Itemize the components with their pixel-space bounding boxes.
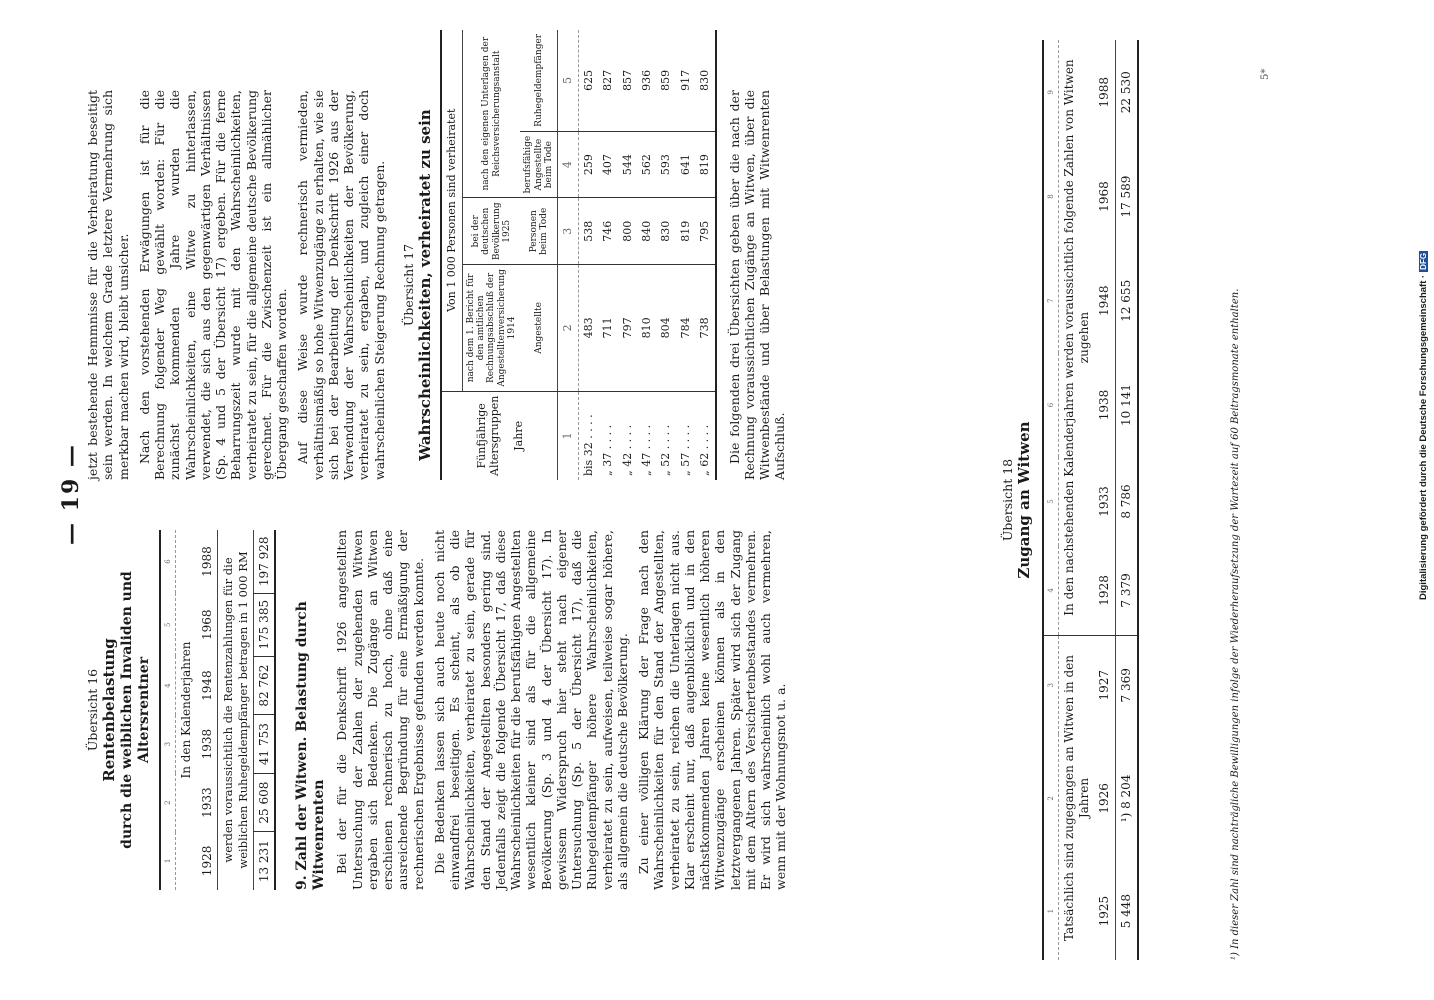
year-cell: 1927 [1094, 636, 1115, 735]
colnum: 3 [1043, 636, 1059, 735]
age-cell: „ 62 . . . . [695, 391, 715, 480]
row-header-sub: Jahre [511, 420, 525, 451]
value-cell: 259 [578, 131, 598, 198]
overview-18-label: Übersicht 18 [1000, 458, 1015, 542]
age-cell: „ 57 . . . . [676, 391, 695, 480]
value-cell: 859 [659, 69, 673, 91]
value-cell: 17 589 [1118, 175, 1133, 218]
table-row [598, 30, 617, 480]
year-cell: 1933 [1097, 486, 1112, 517]
value-cell: 13 231 [253, 832, 275, 890]
value-cell: 538 [578, 198, 598, 265]
paragraph: Bei der für die Denkschrift 1926 angestellten Untersuchung der Zahlen der zugehenden Witwen ergaben sich Bedenken. Die Zugänge an Witwen erschienen rechnerisch zu hoch, ohne daß eine ausreichende Begründung für eine Ermäßigung der rechnerischen Ergebnisse gefunden werden konnte. [334, 530, 426, 890]
value-cell: 7 369 [1115, 636, 1137, 735]
value-cell: 544 [618, 131, 637, 198]
value-cell: 593 [656, 131, 675, 198]
value-cell: 175 385 [253, 593, 275, 656]
row-header-label: Fünfjährige Altersgruppen [474, 395, 502, 476]
colnum: 2 [1043, 735, 1059, 863]
table-row [656, 30, 675, 480]
value-cell: 82 762 [253, 656, 275, 714]
colnum: 7 [1043, 249, 1059, 353]
value-cell: 819 [676, 198, 695, 265]
left-column [85, 530, 795, 890]
colnum: 6 [160, 530, 176, 593]
value-cell: 840 [637, 198, 656, 265]
value-cell: 784 [676, 265, 695, 391]
overview-16-label: Übersicht 16 [85, 668, 100, 752]
year-cell: 1938 [199, 728, 214, 760]
year-cell: 1948 [1097, 285, 1112, 317]
sidebar-credit [1418, 0, 1434, 1000]
value-cell: 7 379 [1118, 573, 1133, 608]
overview-18-title: Zugang an Witwen [1015, 421, 1034, 579]
page-number: — 19 — [58, 443, 84, 545]
paragraph: Die Bedenken lassen sich auch heute noch nicht einwandfrei beseitigen. Es scheint, als ob die Wahrscheinlichkeiten, verheiratet zu sein, gerade für den Stand der Angestellten besonders gering sind. Jedenfalls zeigt die folgende Übersicht 17, daß diese Wahrscheinlichkeiten für die berufsfähigen Angestellten wesentlich kleiner sind als für die allgemeine Bevölkerung (Sp. 3 und 4 der Übersicht 17). In gewissem Widerspruch hier steht nach eigener Untersuchung (Sp. 5 der Übersicht 17), daß die Ruhegeldempfänger höhere Wahrscheinlichkeiten, verheiratet zu sein, aufweisen, teilweise sogar höhere, als allgemein die deutsche Bevölkerung. [431, 530, 630, 890]
colnum: 3 [160, 715, 176, 773]
paragraph: Zu einer völligen Klärung der Frage nach den Wahrscheinlichkeiten für den Stand der Angestellten, verheiratet zu sein, reichen die Unterlagen nicht aus. Klar erscheint nur, daß augenblicklich und in den nächstkommenden Jahren keine wesentlich höheren Witwenzugänge erscheinen können als in den letztvergangenen Jahren. Später wird sich der Zugang mit dem Altern des Versichertenbestandes vermehren. Er wird sich wahrscheinlich wohl auch vermehren, wenn mit der Wohnungsnot u. a. [636, 530, 789, 890]
colnum: 8 [1043, 144, 1059, 248]
paragraph: Auf diese Weise wurde rechnerisch vermieden, verhältnismäßig so hohe Witwenzugänge zu erhalten, wie sie sich bei der Bearbeitung der Denkschrift 1926 aus der Verwendung der Wahrscheinlichkeiten der Bevölkerung, verheiratet zu sein, ergaben, und zugleich einer doch wahrscheinlichen Steigerung Rechnung getragen. [295, 90, 387, 480]
value-cell: 738 [695, 265, 715, 391]
age-cell: „ 47 . . . . [637, 391, 656, 480]
table-row [637, 30, 656, 480]
value-cell: 407 [598, 131, 617, 198]
age-cell: „ 42 . . . . [618, 391, 637, 480]
overview-16-description: werden voraussichtlich die Rentenzahlungen für die weiblichen Ruhegeldempfänger betragen in 1 000 RM [221, 551, 250, 869]
value-cell: 857 [620, 69, 634, 91]
overview-16-header: In den Kalenderjahren [179, 641, 194, 779]
overview-17-title: Wahrscheinlichkeiten, verheiratet zu sein [416, 109, 434, 461]
colnum: 1 [558, 391, 578, 480]
right-column [85, 33, 794, 480]
col4-sub: berufsfähige Angestellte beim Tode [520, 131, 558, 198]
colnum: 4 [558, 131, 578, 198]
value-cell: 41 753 [253, 715, 275, 773]
colnum: 6 [1043, 353, 1059, 457]
col3-header: bei der deutschen Bevölkerung 1925 [462, 198, 520, 265]
col5-sub: Ruhegeldempfänger [533, 33, 544, 127]
year-cell: 1988 [1097, 76, 1112, 108]
paragraph: jetzt bestehende Hemmnisse für die Verheiratung beseitigt sein werden. In welchem Grade letztere Vermehrung sich merkbar machen wird, bleibt unsicher. [85, 90, 131, 480]
value-cell: 827 [601, 69, 615, 91]
value-cell: 22 530 [1118, 71, 1133, 114]
table-row [578, 30, 598, 480]
colnum: 4 [1043, 546, 1059, 636]
overview-18-table [1042, 40, 1139, 960]
value-cell: ¹) 8 204 [1118, 774, 1133, 823]
credit-text: Digitalisierung gefördert durch die Deutsche Forschungsgemeinschaft · [1418, 274, 1429, 600]
span-header: Von 1 000 Personen sind verheiratet [441, 30, 462, 391]
year-cell: 1988 [199, 546, 214, 577]
col45-header: nach den eigenen Unterlagen der Reichsversicherungsanstalt [481, 36, 502, 191]
section-9-heading: 9. Zahl der Witwen. Belastung durch Witwenrenten [294, 601, 328, 890]
colnum: 1 [1043, 862, 1059, 960]
year-cell: 1968 [1097, 181, 1112, 212]
value-cell: 562 [637, 131, 656, 198]
overview-16-table [159, 530, 276, 890]
value-cell: 483 [578, 265, 598, 391]
colnum: 3 [558, 198, 578, 265]
dfg-logo: DFG [1419, 252, 1428, 270]
value-cell: 746 [598, 198, 617, 265]
value-cell: 917 [678, 69, 692, 91]
footnote: ¹) In dieser Zahl sind nachträgliche Bewilligungen infolge der Wiederheraufsetzung der Wartezeit auf 60 Beitragsmonate enthalten. [1230, 288, 1241, 960]
col2-sub: Angestellte [520, 265, 558, 391]
value-cell: 10 141 [1118, 384, 1133, 427]
value-cell: 12 655 [1118, 279, 1133, 322]
left-header: Tatsächlich sind zugegangen an Witwen in den Jahren [1059, 636, 1095, 960]
year-cell: 1925 [1097, 895, 1112, 927]
overview-16-title: Rentenbelastung [100, 638, 119, 782]
paragraph: Die folgenden drei Übersichten geben über die nach der Rechnung voraussichtlichen Zugänge an Witwen, über die Witwenbestände und über Belastungen mit Witwenrenten Aufschluß. [726, 90, 788, 480]
year-cell: 1938 [1097, 389, 1112, 421]
value-cell: 810 [637, 265, 656, 391]
overview-17-label: Übersicht 17 [400, 243, 416, 327]
value-cell: 819 [695, 131, 715, 198]
age-cell: bis 32 . . . . [578, 391, 598, 480]
value-cell: 197 928 [256, 536, 271, 587]
year-cell: 1948 [199, 670, 214, 701]
year-cell: 1928 [199, 845, 214, 877]
value-cell: 830 [698, 69, 712, 91]
colnum: 2 [558, 265, 578, 391]
colnum: 9 [1043, 40, 1059, 144]
row-header [441, 391, 558, 480]
paragraph: Nach den vorstehenden Erwägungen ist für die Berechnung folgender Weg gewählt worden: Für die zunächst kommenden Jahre wurden die Wahrscheinlichkeiten, eine Witwe zu hinterlassen, verwendet, die sich aus den gegenwärtigen Verhältnissen (Sp. 4 und 5 der Übersicht 17) ergeben. Für die ferne Beharrungszeit wurde mit den Wahrscheinlichkeiten, verheiratet zu sein, für die allgemeine deutsche Bevölkerung gerechnet. Für die Zwischenzeit ist ein allmählicher Übergang geschaffen worden. [136, 90, 289, 480]
year-cell: 1928 [1097, 575, 1112, 606]
value-cell: 936 [640, 69, 654, 91]
age-cell: „ 37 . . . . [598, 391, 617, 480]
value-cell: 711 [598, 265, 617, 391]
overview-16-subtitle: durch die weiblichen Invaliden und Altersrentner [118, 571, 152, 849]
colnum: 5 [558, 30, 578, 131]
overview-17-table [440, 30, 716, 480]
value-cell: 641 [676, 131, 695, 198]
table-row [618, 30, 637, 480]
year-cell: 1926 [1097, 783, 1112, 814]
value-cell: 795 [695, 198, 715, 265]
value-cell: 804 [656, 265, 675, 391]
table-row [695, 30, 715, 480]
colnum: 2 [160, 773, 176, 831]
colnum: 4 [160, 656, 176, 714]
year-cell: 1968 [199, 609, 214, 640]
colnum: 5 [160, 593, 176, 656]
value-cell: 5 448 [1118, 893, 1133, 929]
value-cell: 797 [618, 265, 637, 391]
age-cell: „ 52 . . . . [656, 391, 675, 480]
year-cell: 1933 [199, 787, 214, 818]
table-row [676, 30, 695, 480]
colnum: 1 [160, 832, 176, 890]
value-cell: 8 786 [1118, 484, 1133, 519]
value-cell: 25 608 [253, 773, 275, 831]
colnum: 5 [1043, 457, 1059, 546]
sheet-code: 5* [1260, 68, 1271, 80]
overview-18 [1000, 40, 1139, 960]
col3-sub: Personen beim Tode [520, 198, 558, 265]
value-cell: 800 [618, 198, 637, 265]
value-cell: 625 [581, 69, 595, 91]
col2-header: nach dem 1. Bericht für den amtlichen Rechnungsabschluß der Angestelltenversicherung 1914 [462, 265, 520, 391]
right-header: In den nachstehenden Kalenderjahren werden voraussichtlich folgende Zahlen von Witwen zugehen [1062, 59, 1091, 616]
value-cell: 830 [656, 198, 675, 265]
